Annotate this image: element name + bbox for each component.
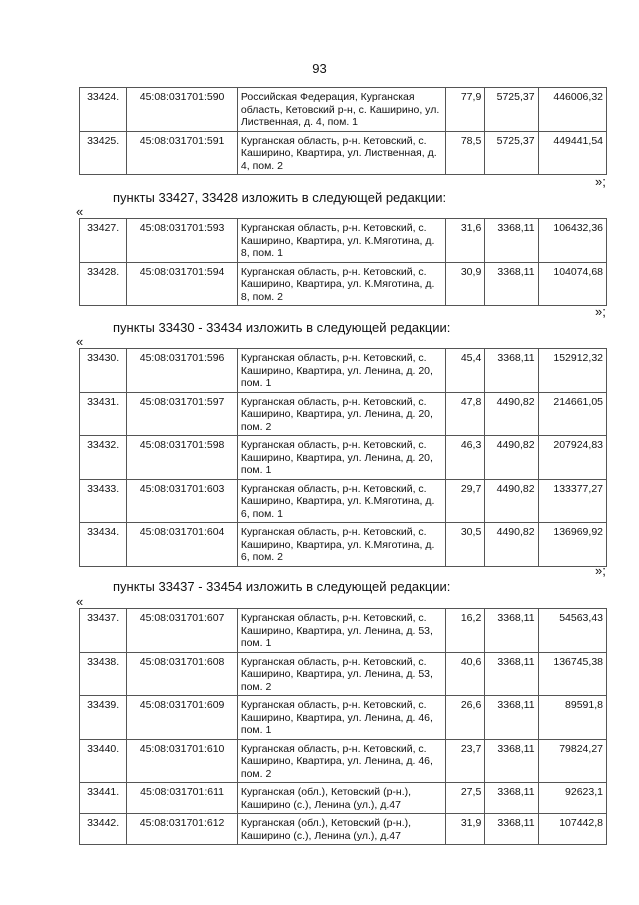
- area-cell: 46,3: [446, 436, 485, 480]
- area-cell: 45,4: [446, 349, 485, 393]
- address-cell: Курганская область, р-н. Кетовский, с. Каширино, Квартира, ул. Ленина, д. 20, пом. 2: [237, 392, 445, 436]
- closing-quote-1: »;: [595, 174, 606, 189]
- area-cell: 29,7: [446, 479, 485, 523]
- address-cell: Курганская область, р-н. Кетовский, с. Каширино, Квартира, ул. Лиственная, д. 4, пом. 2: [237, 131, 445, 175]
- address-cell: Курганская область, р-н. Кетовский, с. Каширино, Квартира, ул. К.Мяготина, д. 8, пом. 2: [237, 262, 445, 306]
- cadastral-cost-cell: 449441,54: [538, 131, 606, 175]
- cadastral-number-cell: 45:08:031701:611: [127, 783, 238, 814]
- cadastral-number-cell: 45:08:031701:608: [127, 652, 238, 696]
- row-number-cell: 33441.: [80, 783, 127, 814]
- row-number-cell: 33431.: [80, 392, 127, 436]
- address-cell: Курганская область, р-н. Кетовский, с. Каширино, Квартира, ул. К.Мяготина, д. 8, пом. 1: [237, 219, 445, 263]
- cadastral-cost-cell: 79824,27: [538, 739, 606, 783]
- area-cell: 27,5: [446, 783, 485, 814]
- address-cell: Курганская (обл.), Кетовский (р-н.), Каширино (с.), Ленина (ул.), д.47: [237, 783, 445, 814]
- address-cell: Российская Федерация, Курганская область, Кетовский р-н, с. Каширино, ул. Лиственная, д. 4, пом. 1: [237, 88, 445, 132]
- row-number-cell: 33427.: [80, 219, 127, 263]
- cadastral-cost-cell: 136745,38: [538, 652, 606, 696]
- address-cell: Курганская область, р-н. Кетовский, с. Каширино, Квартира, ул. Ленина, д. 53, пом. 2: [237, 652, 445, 696]
- area-cell: 31,9: [446, 814, 485, 845]
- cadastral-cost-cell: 54563,43: [538, 609, 606, 653]
- table-row: [80, 262, 607, 306]
- address-cell: Курганская область, р-н. Кетовский, с. Каширино, Квартира, ул. Ленина, д. 20, пом. 1: [237, 436, 445, 480]
- row-number-cell: 33439.: [80, 696, 127, 740]
- row-number-cell: 33440.: [80, 739, 127, 783]
- cadastral-number-cell: 45:08:031701:598: [127, 436, 238, 480]
- area-cell: 47,8: [446, 392, 485, 436]
- table-row: [80, 609, 607, 653]
- unit-price-cell: 3368,11: [485, 349, 538, 393]
- unit-price-cell: 3368,11: [485, 262, 538, 306]
- registry-table-4: [79, 608, 607, 845]
- row-number-cell: 33434.: [80, 523, 127, 567]
- page-number: 93: [312, 61, 327, 76]
- cadastral-number-cell: 45:08:031701:610: [127, 739, 238, 783]
- row-number-cell: 33432.: [80, 436, 127, 480]
- opening-quote-3: «: [76, 594, 84, 609]
- registry-table-2: [79, 218, 607, 306]
- unit-price-cell: 5725,37: [485, 88, 538, 132]
- address-cell: Курганская область, р-н. Кетовский, с. Каширино, Квартира, ул. Ленина, д. 53, пом. 1: [237, 609, 445, 653]
- area-cell: 16,2: [446, 609, 485, 653]
- cadastral-cost-cell: 214661,05: [538, 392, 606, 436]
- area-cell: 26,6: [446, 696, 485, 740]
- unit-price-cell: 4490,82: [485, 436, 538, 480]
- unit-price-cell: 4490,82: [485, 392, 538, 436]
- closing-quote-2: »;: [595, 304, 606, 319]
- table-row: [80, 814, 607, 845]
- address-cell: Курганская область, р-н. Кетовский, с. Каширино, Квартира, ул. К.Мяготина, д. 6, пом. 2: [237, 523, 445, 567]
- row-number-cell: 33437.: [80, 609, 127, 653]
- table-row: [80, 392, 607, 436]
- cadastral-cost-cell: 107442,8: [538, 814, 606, 845]
- cadastral-cost-cell: 92623,1: [538, 783, 606, 814]
- cadastral-cost-cell: 106432,36: [538, 219, 606, 263]
- address-cell: Курганская область, р-н. Кетовский, с. Каширино, Квартира, ул. Ленина, д. 46, пом. 1: [237, 696, 445, 740]
- closing-quote-3: »;: [595, 563, 606, 578]
- unit-price-cell: 3368,11: [485, 739, 538, 783]
- cadastral-number-cell: 45:08:031701:594: [127, 262, 238, 306]
- cadastral-number-cell: 45:08:031701:612: [127, 814, 238, 845]
- row-number-cell: 33428.: [80, 262, 127, 306]
- cadastral-number-cell: 45:08:031701:607: [127, 609, 238, 653]
- opening-quote-2: «: [76, 334, 84, 349]
- row-number-cell: 33430.: [80, 349, 127, 393]
- table-row: [80, 696, 607, 740]
- address-cell: Курганская область, р-н. Кетовский, с. Каширино, Квартира, ул. К.Мяготина, д. 6, пом. 1: [237, 479, 445, 523]
- address-cell: Курганская область, р-н. Кетовский, с. Каширино, Квартира, ул. Ленина, д. 20, пом. 1: [237, 349, 445, 393]
- registry-table-1: [79, 87, 607, 175]
- row-number-cell: 33424.: [80, 88, 127, 132]
- table-row: [80, 739, 607, 783]
- table-row: [80, 349, 607, 393]
- area-cell: 77,9: [446, 88, 485, 132]
- cadastral-number-cell: 45:08:031701:597: [127, 392, 238, 436]
- cadastral-cost-cell: 207924,83: [538, 436, 606, 480]
- cadastral-cost-cell: 136969,92: [538, 523, 606, 567]
- cadastral-cost-cell: 133377,27: [538, 479, 606, 523]
- table-row: [80, 783, 607, 814]
- row-number-cell: 33425.: [80, 131, 127, 175]
- table-row: [80, 88, 607, 132]
- cadastral-cost-cell: 104074,68: [538, 262, 606, 306]
- cadastral-number-cell: 45:08:031701:593: [127, 219, 238, 263]
- area-cell: 31,6: [446, 219, 485, 263]
- instruction-2: пункты 33430 - 33434 изложить в следующей редакции:: [113, 320, 451, 335]
- row-number-cell: 33442.: [80, 814, 127, 845]
- cadastral-number-cell: 45:08:031701:603: [127, 479, 238, 523]
- table-row: [80, 436, 607, 480]
- unit-price-cell: 3368,11: [485, 652, 538, 696]
- table-row: [80, 479, 607, 523]
- row-number-cell: 33438.: [80, 652, 127, 696]
- cadastral-number-cell: 45:08:031701:609: [127, 696, 238, 740]
- area-cell: 30,9: [446, 262, 485, 306]
- unit-price-cell: 4490,82: [485, 523, 538, 567]
- table-row: [80, 523, 607, 567]
- row-number-cell: 33433.: [80, 479, 127, 523]
- cadastral-number-cell: 45:08:031701:604: [127, 523, 238, 567]
- cadastral-number-cell: 45:08:031701:596: [127, 349, 238, 393]
- unit-price-cell: 3368,11: [485, 219, 538, 263]
- unit-price-cell: 3368,11: [485, 783, 538, 814]
- cadastral-number-cell: 45:08:031701:590: [127, 88, 238, 132]
- address-cell: Курганская (обл.), Кетовский (р-н.), Каширино (с.), Ленина (ул.), д.47: [237, 814, 445, 845]
- cadastral-cost-cell: 446006,32: [538, 88, 606, 132]
- address-cell: Курганская область, р-н. Кетовский, с. Каширино, Квартира, ул. Ленина, д. 46, пом. 2: [237, 739, 445, 783]
- area-cell: 78,5: [446, 131, 485, 175]
- registry-table-3: [79, 348, 607, 567]
- area-cell: 40,6: [446, 652, 485, 696]
- cadastral-cost-cell: 152912,32: [538, 349, 606, 393]
- cadastral-cost-cell: 89591,8: [538, 696, 606, 740]
- area-cell: 30,5: [446, 523, 485, 567]
- unit-price-cell: 3368,11: [485, 814, 538, 845]
- table-row: [80, 219, 607, 263]
- table-row: [80, 131, 607, 175]
- table-row: [80, 652, 607, 696]
- unit-price-cell: 3368,11: [485, 609, 538, 653]
- opening-quote-1: «: [76, 204, 84, 219]
- unit-price-cell: 5725,37: [485, 131, 538, 175]
- cadastral-number-cell: 45:08:031701:591: [127, 131, 238, 175]
- unit-price-cell: 4490,82: [485, 479, 538, 523]
- instruction-3: пункты 33437 - 33454 изложить в следующей редакции:: [113, 579, 451, 594]
- instruction-1: пункты 33427, 33428 изложить в следующей редакции:: [113, 190, 447, 205]
- area-cell: 23,7: [446, 739, 485, 783]
- unit-price-cell: 3368,11: [485, 696, 538, 740]
